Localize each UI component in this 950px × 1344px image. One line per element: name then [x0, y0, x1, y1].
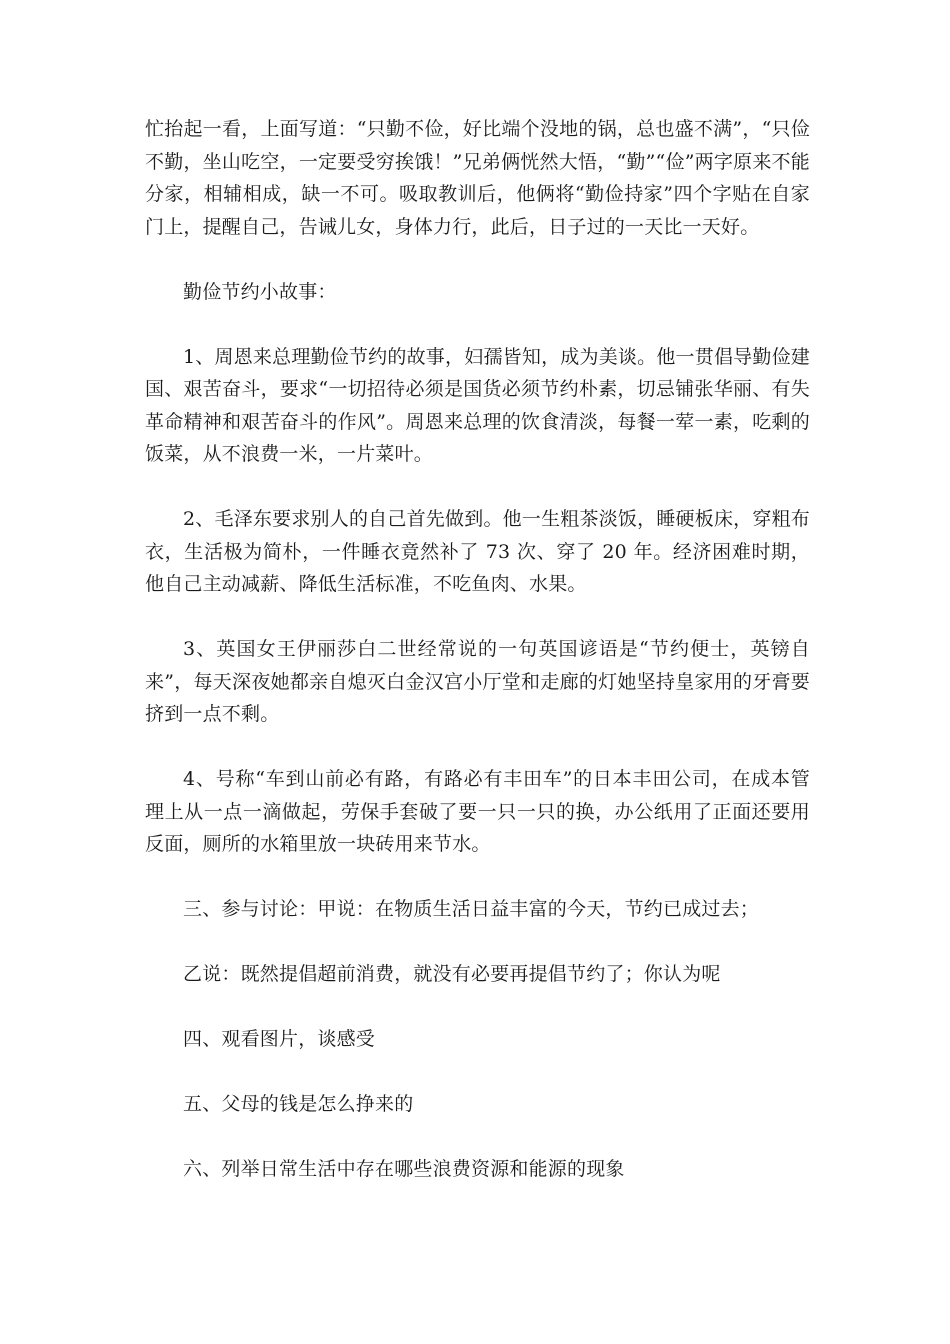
document-body	[145, 113, 810, 1218]
paragraph-story-toyota: 4、号称“车到山前必有路，有路必有丰田车”的日本丰田公司，在成本管理上从一点一滴做起，劳保手套破了要一只一只的换，办公纸用了正面还要用反面，厕所的水箱里放一块砖用来节水。	[145, 768, 810, 855]
paragraph-section-six: 六、列举日常生活中存在哪些浪费资源和能源的现象	[183, 1158, 625, 1180]
paragraph-section-three-discussion: 三、参与讨论：甲说：在物质生活日益丰富的今天，节约已成过去；	[183, 898, 760, 920]
paragraph-story-zhou-enlai: 1、周恩来总理勤俭节约的故事，妇孺皆知，成为美谈。他一贯倡导勤俭建国、艰苦奋斗，要求“一切招待必须是国货必须节约朴素，切忌铺张华丽、有失革命精神和艰苦奋斗的作风”。周恩来总理的饮食清淡，每餐一荤一素，吃剩的饭菜，从不浪费一米，一片菜叶。	[145, 345, 810, 465]
paragraph-section-five: 五、父母的钱是怎么挣来的	[183, 1093, 414, 1115]
paragraph-story-ending: 忙抬起一看，上面写道：“只勤不俭，好比端个没地的锅，总也盛不满”，“只俭不勤，坐山吃空，一定要受穷挨饿！”兄弟俩恍然大悟，“勤”“俭”两字原来不能分家，相辅相成，缺一不可。吸取教训后，他俩将“勤俭持家”四个字贴在自家门上，提醒自己，告诫儿女，身体力行，此后，日子过的一天比一天好。	[145, 118, 810, 238]
paragraph-section-four: 四、观看图片，谈感受	[183, 1028, 376, 1050]
paragraph-stories-heading: 勤俭节约小故事：	[183, 280, 337, 303]
paragraph-discussion-opinion-b: 乙说：既然提倡超前消费，就没有必要再提倡节约了；你认为呢	[183, 963, 721, 985]
paragraph-story-queen-elizabeth: 3、英国女王伊丽莎白二世经常说的一句英国谚语是“节约便士，英镑自来”，每天深夜她都亲自熄灭白金汉宫小厅堂和走廊的灯她坚持皇家用的牙膏要挤到一点不剩。	[145, 638, 810, 725]
paragraph-story-mao-zedong: 2、毛泽东要求别人的自己首先做到。他一生粗茶淡饭，睡硬板床，穿粗布衣，生活极为简朴，一件睡衣竟然补了 73 次、穿了 20 年。经济困难时期，他自己主动减薪、降低生活标准，不吃鱼肉、水果。	[145, 508, 810, 595]
